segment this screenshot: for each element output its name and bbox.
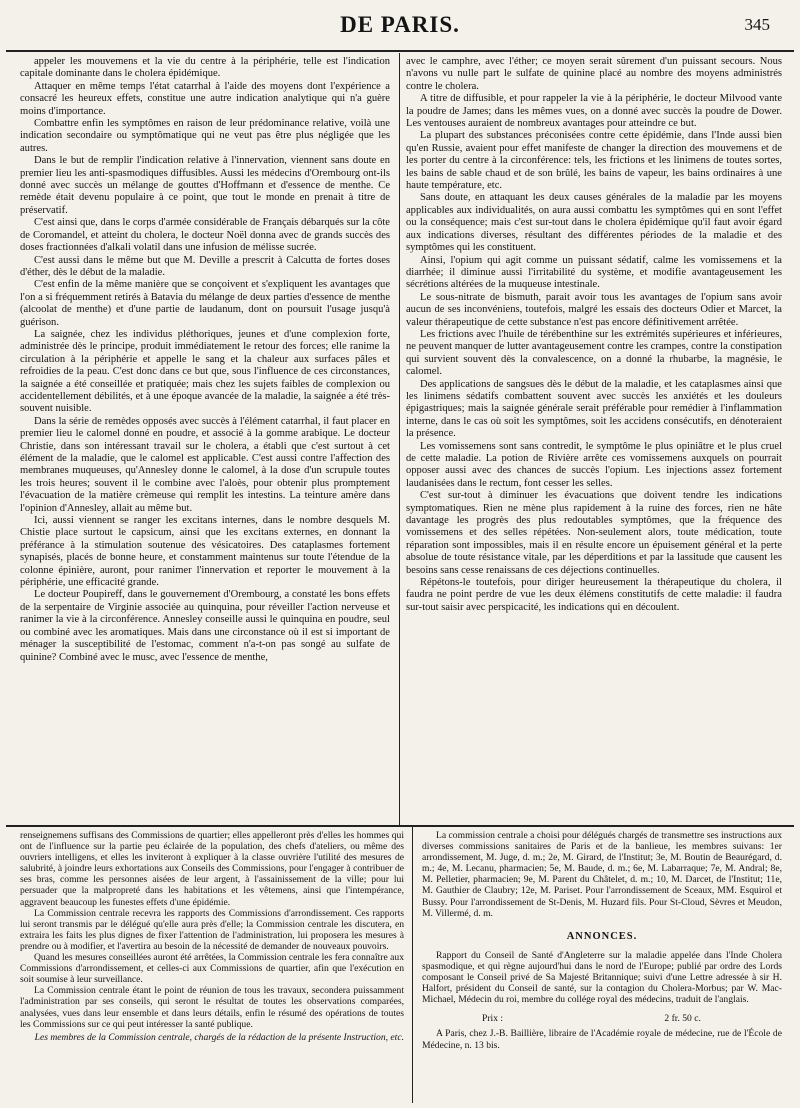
paragraph: Des applications de sangsues dès le début de la maladie, et les cataplasmes ainsi que les linimens sédatifs combattent souvent avec succès les anxiétés et les douleurs épigastriques; mais la saignée générale serait préférable pour remédier à l'inflammation interne, dans le cas où soit les symptômes, soit les accidens consécutifs, en dénoteraient la présence. <box>406 378 782 440</box>
paragraph: Répétons-le toutefois, pour diriger heureusement la thérapeutique du cholera, il faudra ne point perdre de vue les deux élémens constitutifs de cette maladie: il faudra sur-tout saisir avec perspicacité, les indications qui en découlent. <box>406 577 782 613</box>
section-rule <box>6 825 794 827</box>
price-value: 2 fr. 50 c. <box>664 1013 701 1025</box>
price-line <box>422 1013 782 1024</box>
running-title: DE PARIS. <box>340 12 460 37</box>
delegates-paragraph: La commission centrale a choisi pour délégués chargés de transmettre ses instructions aux diverses commissions sanitaires de Paris et de la banlieue, les membres suivans: 1er arrondissement, M. Juge, d. m.; 2e, M. Girard, de l'Institut; 3e, M. Boutin de Beaurégard, d. m.; 4e, M. Lecanu, pharmacien; 5e, M. Baude, d. m.; 6e, M. Labarraque; 7e, M. Andral; 8e, M. Pelletier, pharmacien; 9e, M. Parent du Châtelet, d. m.; 10, M. Darcet, de l'Institut; 11e, M. Gauthier de Claubry; 12e, M. Pariset. Pour l'arrondissement de Sceaux, MM. Esquirol et Bussy. Pour l'arrondissement de St-Denis, M. Huzard fils. Pour St-Cloud, Sèvres et Meudon, M. Villermé, d. m. <box>422 830 782 919</box>
paragraph: Les vomissemens sont sans contredit, le symptôme le plus opiniâtre et le plus cruel de cette maladie. La potion de Rivière arrête ces vomissemens auxquels on pourrait opposer aussi avec des chances de succès l'opium. Les injections assez fortement laudanisées dans le rectum, font cesser les selles. <box>406 440 782 489</box>
page-number: 345 <box>744 15 770 34</box>
paragraph: appeler les mouvemens et la vie du centre à la périphérie, telle est l'indication capitale dominante dans le cholera épidémique. <box>20 56 390 80</box>
paragraph: Le sous-nitrate de bismuth, parait avoir tous les avantages de l'opium sans avoir aucun de ses inconvéniens, toutefois, malgré les essais des docteurs Odier et Marcet, la valeur thérapeutique de cette substance n'est pas encore définitivement arrêtée. <box>406 291 782 328</box>
column-divider-bottom <box>412 827 413 1103</box>
paragraph: La saignée, chez les individus pléthoriques, jeunes et d'une complexion forte, administrée dès le principe, produit immédiatement le retour des forces; elle ranime la circulation à la périphérie et appelle le sang et la chaleur aux surfaces pâles et refroidies de la peau. C'est donc dans ce but que, sous l'influence de ces circonstances, la saignée a été conseillée et pratiquée; mais chez les sujets faibles de complexion ou accidentellement débilités, et à une époque avancée de la maladie, la saignée a été très-souvent nuisible. <box>20 328 390 415</box>
paragraph: Quand les mesures conseillées auront été arrêtées, la Commission centrale les fera connaître aux Commissions d'arrondissement, et celles-ci aux Commissions de quartier, afin que l'exécution en soit soumise à leur surveillance. <box>20 952 404 986</box>
paragraph: Dans la série de remèdes opposés avec succès à l'élément catarrhal, il faut placer en premier lieu le calomel donné en poudre, et associé à la gomme arabique. Le docteur Christie, dans son intéressant travail sur le cholera, a établi que c'est surtout à cet élément de la maladie, que le calomel est applicable. C'est aussi contre l'affection des membranes muqueuses, qu'Annesley donne le calomel, à la dose d'un scrupule toutes les trois heures; souvent il le combine avec l'aloès, pour obtenir plus promptement l'évacuation de la matière crèmeuse qui remplit les intestins. La teinture amère dans l'opinion d'Annesley, allait au même but. <box>20 415 390 514</box>
paragraph: Dans le but de remplir l'indication relative à l'innervation, viennent sans doute en premier lieu les anti-spasmodiques diffusibles. Aussi les médecins d'Orembourg ont-ils donné avec succès un mélange de gouttes d'Hoffmann et d'essence de menthe. Ce remède était devenu populaire à ce point, que tout le monde en prenait à titre de préservatif. <box>20 155 390 216</box>
paragraph: C'est sur-tout à diminuer les évacuations que doivent tendre les indications symptomatiques. Rien ne mène plus rapidement à la ruine des forces, rien ne hâte davantage les progrès des plus redoutables symptômes, que la fréquence des vomissemens et des selles répétées. Non-seulement alors, toute médication, toute réparation sont impossibles, mais il en résulte encore un épuisement général et la perte absolue de toute résistance vitale, par les déperditions et par la lassitude que causent les besoins sans cesse renaissans de ces déjections continuelles. <box>406 490 782 576</box>
announcements-heading: ANNONCES. <box>566 930 638 942</box>
right-column <box>406 56 782 822</box>
paragraph: avec le camphre, avec l'éther; ce moyen serait sûrement d'un puissant secours. Nous n'avons vu nulle part le sulfate de quinine placé au nombre des moyens administrés contre le cholera. <box>406 56 782 92</box>
price-label: Prix : <box>482 1013 504 1025</box>
paragraph: renseignemens suffisans des Commissions de quartier; elles appelleront près d'elles les hommes qui ont de l'influence sur la partie peu éclairée de la population, des chefs d'ateliers, ou même des ouvriers intelligens, et elles les inviteront à expliquer à la classe ouvrière l'utilité des mesures de salubrité, à joindre leurs exhortations aux Conseils des Commissions, pour l'engager à contribuer de ses bras, comme les personnes aisées de leur argent, à l'assainissement de la ville; pour lui persuader que la malpropreté dans les habitations et les vêtemens, ainsi que l'intempérance, aggravent beaucoup les funestes effets d'une épidémie. <box>20 830 404 908</box>
paragraph: Les frictions avec l'huile de térébenthine sur les extrémités supérieures et inférieures, ne peuvent manquer de lutter avantageusement contre les crampes, contre la constipation qui survient souvent dès la convalescence, on a donné la rhubarbe, la magnésie, le calomel. <box>406 328 782 378</box>
publisher-line: A Paris, chez J.-B. Baillière, libraire de l'Académie royale de médecine, rue de l'École de Médecine, n. 13 bis. <box>422 1028 782 1051</box>
paragraph: Attaquer en même temps l'état catarrhal à l'aide des moyens dont l'expérience a consacré les heureux effets, constitue une autre indication analytique qui n'a guère moins d'importance. <box>20 80 390 117</box>
paragraph: Sans doute, en attaquant les deux causes générales de la maladie par les moyens applicables aux individualités, on aura aussi combattu les symptômes qui en sont l'effet ou la conséquence; mais c'est sur-tout dans le cholera épidémique qu'il faut avoir égard aux indications diverses, résultant des différentes périodes de la maladie et des symptômes qui les constituent. <box>406 192 782 254</box>
bottom-right-column <box>422 830 782 1104</box>
paragraph: A titre de diffusible, et pour rappeler la vie à la périphérie, le docteur Milvood vante la poudre de James; dans les mêmes vues, on a donné avec succès la poudre de Dower. Les ventouses auraient de nombreux avantages pour atteindre ce but. <box>406 93 782 130</box>
top-rule <box>6 50 794 52</box>
paragraph: Le docteur Poupireff, dans le gouvernement d'Orembourg, a constaté les bons effets de la serpentaire de Virginie associée au quinquina, pour réveiller l'action nerveuse et ranimer la vie à la circonférence. Annesley conseille aussi le quinquina en poudre, seul ou combiné avec les aromatiques. Mais dans une circonstance où il est si important de ménager la susceptibilité de l'estomac, comment n'a-t-on pas songé au sulfate de quinine? Combiné avec le musc, avec l'essence de menthe, <box>20 589 390 663</box>
paragraph: C'est aussi dans le même but que M. Deville a prescrit à Calcutta de fortes doses d'éther, dès le début de la maladie. <box>20 254 390 278</box>
left-column <box>20 56 390 822</box>
paragraph: Combattre enfin les symptômes en raison de leur prédominance relative, voilà une indication secondaire ou symptômatique qui ne veut pas être plus négligée que les autres. <box>20 118 390 154</box>
page-header <box>0 12 800 48</box>
paragraph: C'est enfin de la même manière que se conçoivent et s'expliquent les avantages que l'on a si fréquemment retirés à Batavia du mélange de deux parties d'essence de menthe (alcoolat de menthe) et d'une partie de laudanum, dont on poursuit l'usage jusqu'à guérison. <box>20 279 390 328</box>
paragraph: Ainsi, l'opium qui agit comme un puissant sédatif, calme les vomissemens et la diarrhée; il diminue aussi l'irritabilité du système, et modifie avantageusement les sécrétions altérées de la muqueuse intestinale. <box>406 254 782 291</box>
paragraph: La plupart des substances préconisées contre cette épidémie, dans l'Inde aussi bien qu'en Russie, avaient pour effet manifeste de changer la direction des mouvemens et de les porter du centre à la circonférence: tels, les frictions et les linimens de toutes sortes, les bains de sable chaud et de son brûlé, les bains de vapeur, les bains ordinaires à une haute température, etc. <box>406 130 782 192</box>
bottom-left-column <box>20 830 404 1104</box>
paragraph: La Commission centrale recevra les rapports des Commissions d'arrondissement. Ces rapports lui seront transmis par le délégué qu'elle aura près d'elle; la Commission centrale les discutera, en extraira les faits les plus dignes de fixer l'attention de l'administration, lui proposera les mesures à prendre ou à modifier, et l'avertira au besoin de la nécessité de demander de nouveaux pouvoirs. <box>20 907 404 952</box>
paragraph: Ici, aussi viennent se ranger les excitans internes, dans le nombre desquels M. Chistie place surtout le capsicum, ainsi que les excitans externes, en donnant la préférance à la stimulation soutenue des vésicatoires. Des cataplasmes fortement synapisés, placés de bonne heure, et constamment maintenus sur toute l'étendue de la colonne épinière, auront, pour ranimer l'innervation et reporter le mouvement à la périphérie, une efficacité grande. <box>20 515 390 589</box>
paragraph: La Commission centrale étant le point de réunion de tous les travaux, secondera puissamment l'administration par ses conseils, qui seront le résultat de toutes les observations comparées, analysées, vues dans leur ensemble et dans leurs détails, enfin le résumé des opérations de toutes les Commissions sur ce qui peut intéresser la santé publique. <box>20 985 404 1030</box>
announcement-text: Rapport du Conseil de Santé d'Angleterre sur la maladie appelée dans l'Inde Cholera spasmodique, et qui règne aujourd'hui dans le nord de l'Europe; publié par ordre des Lords composant le Conseil privé de Sa Majesté Britannique; suivi d'une Lettre adressée à sir H. Halfort, président du Conseil de santé, sur la contagion du Cholera-Morbus; par W. Mac-Michael, Médecin du roi, membre du collége royal des médecins, traduit de l'anglais. <box>422 949 782 1006</box>
column-divider-top <box>399 53 400 825</box>
paragraph: C'est ainsi que, dans le corps d'armée considérable de Français débarqués sur la côte de Coromandel, et atteint du cholera, le docteur Noël donna avec de grands succès des doses fractionnées d'alkali volatil dans une infusion de mélisse sucrée. <box>20 217 390 254</box>
signature: Les membres de la Commission centrale, chargés de la rédaction de la présente Instruction, etc. <box>34 1031 404 1043</box>
